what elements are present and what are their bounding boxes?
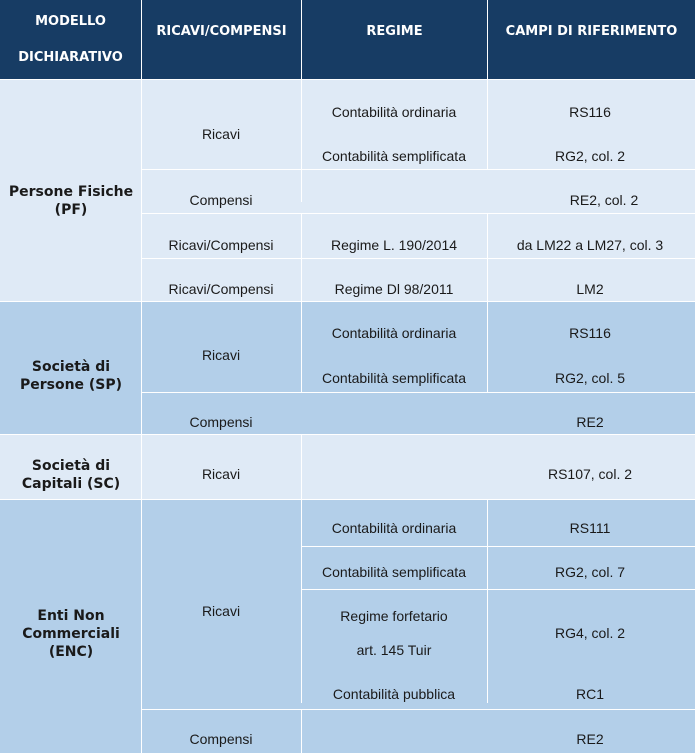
group-label-line: Capitali (SC) <box>21 476 121 492</box>
enc-compensi: Compensi <box>189 731 253 747</box>
pf-lm-regime: Regime L. 190/2014 <box>330 237 458 253</box>
group-label-pf <box>9 183 133 219</box>
enc-campo-cont-pubblica: RC1 <box>575 686 605 702</box>
group-separator <box>0 499 695 500</box>
group-separator <box>0 79 695 80</box>
pf-campo-compensi: RE2, col. 2 <box>569 192 639 208</box>
enc-campo-forfetario: RG4, col. 2 <box>554 625 626 641</box>
enc-campo-cont-semplificata: RG2, col. 7 <box>554 564 626 580</box>
enc-campo-cont-ordinaria: RS111 <box>569 520 611 536</box>
enc-ricavi: Ricavi <box>201 603 241 619</box>
sc-campo-ricavi: RS107, col. 2 <box>547 466 633 482</box>
sp-campo-compensi: RE2 <box>576 414 604 430</box>
sp-regime-cont-semplificata: Contabilità semplificata <box>322 370 466 386</box>
enc-regime-forfetario-line2: art. 145 Tuir <box>356 642 432 658</box>
row-divider <box>301 589 695 590</box>
pf-lm-campo: da LM22 a LM27, col. 3 <box>516 237 664 253</box>
group-label-line: Società di <box>31 359 111 375</box>
sc-ricavi: Ricavi <box>201 466 241 482</box>
header-ricavi-compensi: RICAVI/COMPENSI <box>142 0 301 79</box>
pf-lm-tipo: Ricavi/Compensi <box>168 237 274 253</box>
column-divider <box>301 500 302 703</box>
pf-compensi: Compensi <box>189 192 253 208</box>
group-label-line: (PF) <box>54 202 88 218</box>
header-regime: REGIME <box>302 0 487 79</box>
group-label-enc <box>22 607 120 661</box>
group-separator <box>0 301 695 302</box>
column-divider <box>141 80 142 753</box>
row-divider <box>141 213 695 214</box>
header-campi-riferimento: CAMPI DI RIFERIMENTO <box>488 0 695 79</box>
pf-dl-regime: Regime Dl 98/2011 <box>334 281 454 297</box>
column-divider <box>487 302 488 392</box>
row-divider <box>141 709 695 710</box>
group-label-line: (ENC) <box>48 644 94 660</box>
enc-regime-cont-semplificata: Contabilità semplificata <box>322 564 466 580</box>
header-divider <box>487 0 488 79</box>
header-modello-dichiarativo <box>0 0 141 79</box>
group-label-line: Persone Fisiche <box>8 184 134 200</box>
pf-dl-tipo: Ricavi/Compensi <box>168 281 274 297</box>
enc-regime-cont-pubblica: Contabilità pubblica <box>332 686 456 702</box>
sp-ricavi: Ricavi <box>201 347 241 363</box>
row-divider <box>141 169 695 170</box>
pf-campo-cont-ordinaria: RS116 <box>569 104 611 120</box>
enc-regime-forfetario-line1: Regime forfetario <box>340 608 448 624</box>
column-divider <box>301 710 302 753</box>
group-label-sc <box>22 457 120 493</box>
column-divider <box>301 435 302 499</box>
group-label-line: Enti Non <box>37 608 105 624</box>
enc-campo-compensi: RE2 <box>576 731 604 747</box>
header-modello-line1: MODELLO <box>35 13 106 29</box>
column-divider <box>301 80 302 202</box>
row-divider <box>141 392 695 393</box>
pf-campo-cont-semplificata: RG2, col. 2 <box>554 148 626 164</box>
column-divider <box>487 500 488 703</box>
sp-campo-cont-ordinaria: RS116 <box>569 325 611 341</box>
column-divider <box>301 302 302 392</box>
group-label-line: Società di <box>31 458 111 474</box>
group-separator <box>0 434 695 435</box>
sp-compensi: Compensi <box>189 414 253 430</box>
enc-regime-cont-ordinaria: Contabilità ordinaria <box>331 520 457 536</box>
group-label-line: Commerciali <box>22 626 120 642</box>
header-divider <box>141 0 142 79</box>
pf-regime-cont-ordinaria: Contabilità ordinaria <box>331 104 457 120</box>
row-divider <box>301 546 695 547</box>
column-divider <box>487 80 488 169</box>
group-label-line: Persone (SP) <box>19 377 123 393</box>
sp-regime-cont-ordinaria: Contabilità ordinaria <box>331 325 457 341</box>
pf-regime-cont-semplificata: Contabilità semplificata <box>322 148 466 164</box>
group-label-sp <box>20 358 122 394</box>
header-divider <box>301 0 302 79</box>
pf-ricavi: Ricavi <box>201 126 241 142</box>
header-modello-line2: DICHIARATIVO <box>18 49 123 65</box>
pf-dl-campo: LM2 <box>576 281 604 297</box>
sp-campo-cont-semplificata: RG2, col. 5 <box>554 370 626 386</box>
row-divider <box>141 258 695 259</box>
